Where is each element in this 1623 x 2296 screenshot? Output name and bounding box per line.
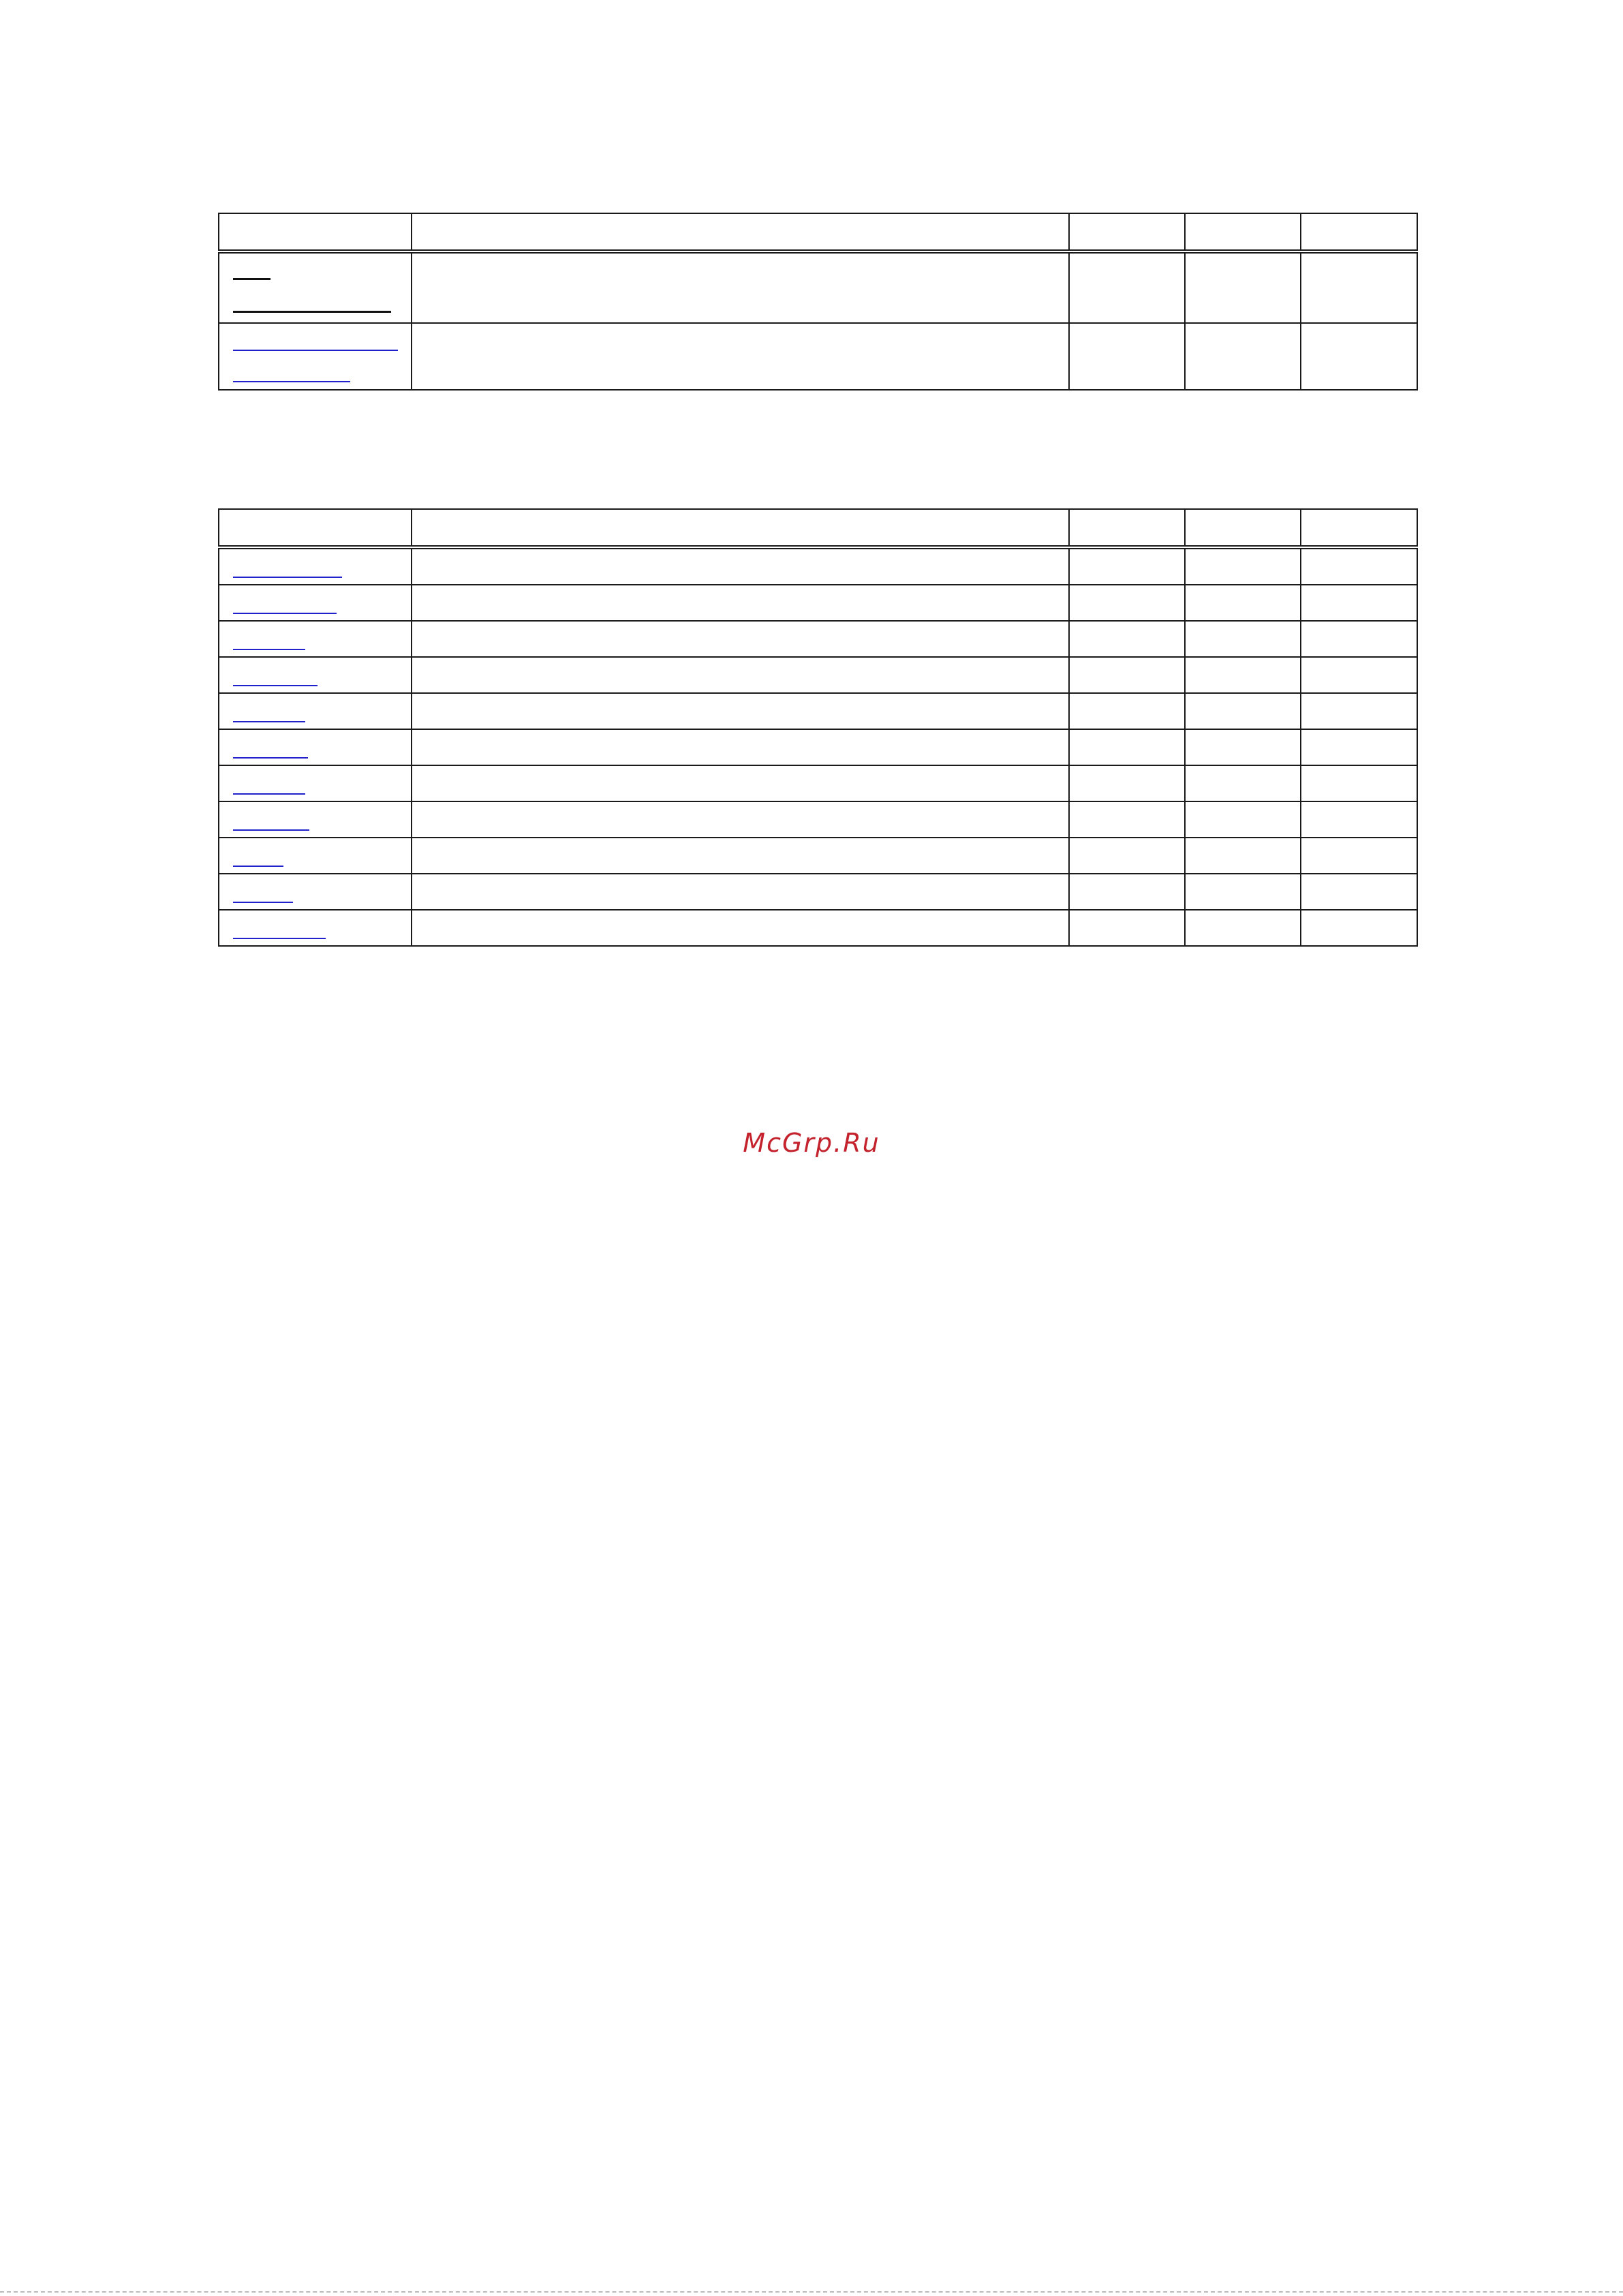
link-underline[interactable]: [233, 902, 293, 903]
value-cell: [1185, 585, 1301, 621]
header-cell: [412, 509, 1069, 547]
value-cell: [1185, 729, 1301, 765]
header-cell: [219, 509, 412, 547]
value-cell: [1301, 251, 1417, 323]
value-cell: [1185, 801, 1301, 838]
link-underline[interactable]: [233, 938, 326, 939]
table-row: [219, 729, 1417, 765]
link-underline[interactable]: [233, 613, 337, 614]
table-header-row: [219, 509, 1417, 547]
link-cell[interactable]: [219, 874, 412, 910]
value-cell: [1301, 838, 1417, 874]
header-cell: [1301, 509, 1417, 547]
link-underline[interactable]: [233, 829, 309, 831]
value-cell: [1069, 729, 1185, 765]
description-cell: [412, 323, 1069, 390]
header-cell: [1185, 509, 1301, 547]
table-top: [218, 213, 1418, 391]
link-underline[interactable]: [233, 721, 305, 722]
header-cell: [1069, 213, 1185, 251]
table-row: [219, 838, 1417, 874]
value-cell: [1185, 547, 1301, 585]
link-cell[interactable]: [219, 547, 412, 585]
table-row: [219, 765, 1417, 801]
table-row: [219, 251, 1417, 323]
table-row: [219, 621, 1417, 657]
link-cell[interactable]: [219, 765, 412, 801]
table-row: [219, 874, 1417, 910]
link-underline[interactable]: [233, 685, 318, 686]
table-header-row: [219, 213, 1417, 251]
link-cell[interactable]: [219, 621, 412, 657]
value-cell: [1185, 657, 1301, 693]
link-cell[interactable]: [219, 801, 412, 838]
value-cell: [1301, 801, 1417, 838]
link-cell[interactable]: [219, 910, 412, 946]
value-cell: [1069, 838, 1185, 874]
link-underline[interactable]: [233, 649, 305, 650]
value-cell: [1301, 874, 1417, 910]
header-cell: [219, 213, 412, 251]
value-cell: [1069, 874, 1185, 910]
table-row: [219, 910, 1417, 946]
description-cell: [412, 547, 1069, 585]
link-underline[interactable]: [233, 311, 391, 313]
page-bottom-divider: [0, 2291, 1623, 2293]
value-cell: [1301, 585, 1417, 621]
value-cell: [1301, 693, 1417, 729]
value-cell: [1185, 621, 1301, 657]
link-underline[interactable]: [233, 793, 305, 795]
link-cell[interactable]: [219, 251, 412, 323]
value-cell: [1185, 323, 1301, 390]
link-underline[interactable]: [233, 577, 342, 578]
value-cell: [1301, 910, 1417, 946]
description-cell: [412, 910, 1069, 946]
value-cell: [1301, 621, 1417, 657]
description-cell: [412, 838, 1069, 874]
value-cell: [1069, 323, 1185, 390]
link-cell[interactable]: [219, 693, 412, 729]
value-cell: [1069, 910, 1185, 946]
link-cell[interactable]: [219, 729, 412, 765]
value-cell: [1069, 765, 1185, 801]
link-cell[interactable]: [219, 657, 412, 693]
value-cell: [1185, 874, 1301, 910]
value-cell: [1069, 693, 1185, 729]
link-underline[interactable]: [233, 866, 283, 867]
value-cell: [1301, 657, 1417, 693]
value-cell: [1185, 910, 1301, 946]
value-cell: [1185, 251, 1301, 323]
header-cell: [412, 213, 1069, 251]
description-cell: [412, 621, 1069, 657]
value-cell: [1069, 657, 1185, 693]
description-cell: [412, 801, 1069, 838]
value-cell: [1301, 729, 1417, 765]
table-row: [219, 693, 1417, 729]
link-cell[interactable]: [219, 323, 412, 390]
description-cell: [412, 585, 1069, 621]
table-row: [219, 547, 1417, 585]
value-cell: [1069, 621, 1185, 657]
description-cell: [412, 765, 1069, 801]
value-cell: [1069, 547, 1185, 585]
link-cell[interactable]: [219, 585, 412, 621]
value-cell: [1301, 323, 1417, 390]
table-row: [219, 323, 1417, 390]
value-cell: [1301, 547, 1417, 585]
value-cell: [1069, 251, 1185, 323]
description-cell: [412, 693, 1069, 729]
description-cell: [412, 729, 1069, 765]
watermark-text: McGrp.Ru: [743, 1128, 880, 1158]
link-cell[interactable]: [219, 838, 412, 874]
description-cell: [412, 874, 1069, 910]
table-row: [219, 657, 1417, 693]
value-cell: [1185, 838, 1301, 874]
link-underline[interactable]: [233, 757, 308, 759]
table-row: [219, 801, 1417, 838]
value-cell: [1185, 693, 1301, 729]
link-underline[interactable]: [233, 350, 398, 351]
header-cell: [1185, 213, 1301, 251]
header-cell: [1069, 509, 1185, 547]
link-underline[interactable]: [233, 278, 270, 280]
value-cell: [1069, 585, 1185, 621]
link-underline[interactable]: [233, 381, 350, 382]
description-cell: [412, 251, 1069, 323]
description-cell: [412, 657, 1069, 693]
table-row: [219, 585, 1417, 621]
value-cell: [1185, 765, 1301, 801]
header-cell: [1301, 213, 1417, 251]
value-cell: [1069, 801, 1185, 838]
table-bottom: [218, 508, 1418, 947]
value-cell: [1301, 765, 1417, 801]
